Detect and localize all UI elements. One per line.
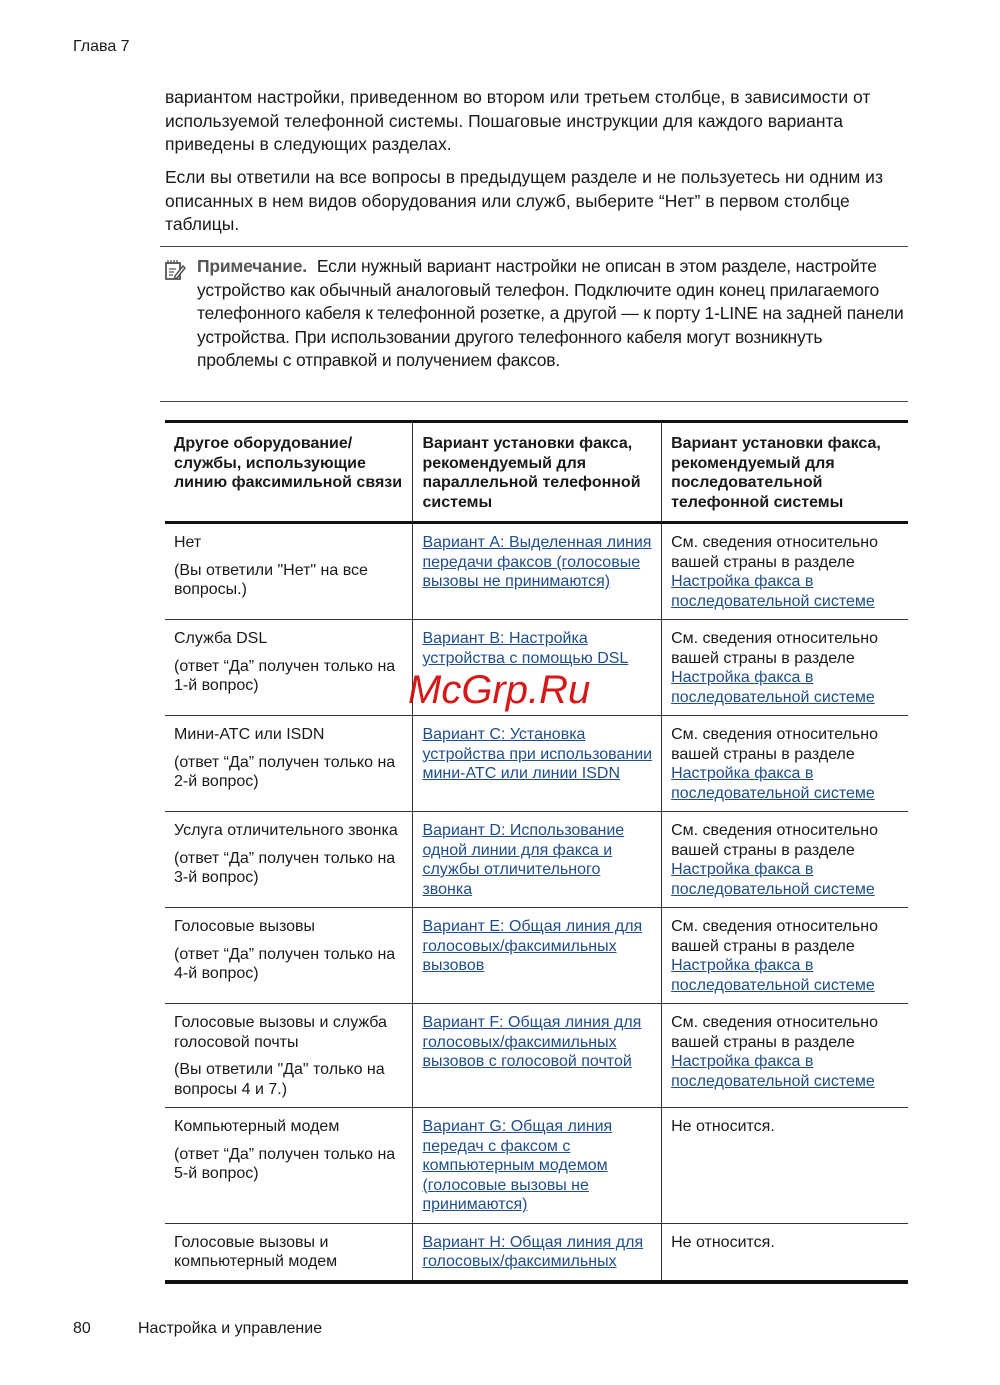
- equipment-name: Нет: [174, 534, 202, 551]
- table-row: [165, 1223, 908, 1282]
- serial-text: Не относится.: [671, 1233, 775, 1251]
- watermark: McGrp.Ru: [408, 668, 591, 712]
- serial-setup-link[interactable]: Настройка факса в последовательной системе: [671, 861, 875, 898]
- parallel-option-link[interactable]: Вариант D: Использование одной линии для факса и службы отличительного звонка: [422, 822, 625, 898]
- note-box: [160, 246, 908, 402]
- equipment-condition: (ответ “Да” получен только на 5-й вопрос): [174, 1145, 396, 1182]
- serial-text: См. сведения относительно вашей страны в разделе: [671, 534, 878, 571]
- table-row: [165, 1004, 908, 1108]
- chapter-header: Глава 7: [73, 38, 130, 55]
- table-row: [165, 523, 908, 620]
- table-row: [165, 812, 908, 908]
- footer-section-title: Настройка и управление: [138, 1320, 323, 1337]
- equipment-name: Компьютерный модем: [174, 1118, 340, 1135]
- table-header-row: [165, 422, 908, 523]
- serial-setup-link[interactable]: Настройка факса в последовательной системе: [671, 669, 875, 706]
- equipment-name: Мини-АТС или ISDN: [174, 726, 325, 743]
- serial-text: См. сведения относительно вашей страны в разделе: [671, 630, 878, 667]
- serial-text: См. сведения относительно вашей страны в разделе: [671, 726, 878, 763]
- table-row: [165, 1108, 908, 1224]
- parallel-option-link[interactable]: Вариант В: Настройка устройства с помощью DSL: [422, 630, 629, 667]
- serial-setup-link[interactable]: Настройка факса в последовательной системе: [671, 1053, 875, 1090]
- table-row: [165, 620, 908, 716]
- equipment-name: Голосовые вызовы и служба голосовой почты: [174, 1014, 387, 1051]
- header-equipment: Другое оборудование/ службы, использующие линию факсимильной связи: [165, 422, 413, 523]
- parallel-option-link[interactable]: Вариант H: Общая линия для голосовых/факсимильных: [422, 1233, 644, 1270]
- serial-setup-link[interactable]: Настройка факса в последовательной системе: [671, 957, 875, 994]
- instruction-paragraph: [165, 166, 915, 237]
- note-text: [197, 255, 908, 373]
- parallel-option-link[interactable]: Вариант C: Установка устройства при использовании мини-АТС или линии ISDN: [422, 726, 653, 782]
- equipment-name: Голосовые вызовы и компьютерный модем: [174, 1233, 338, 1270]
- equipment-condition: (Вы ответили "Нет" на все вопросы.): [174, 561, 368, 598]
- equipment-condition: (ответ “Да” получен только на 2-й вопрос): [174, 753, 396, 790]
- equipment-name: Служба DSL: [174, 630, 268, 647]
- serial-text: См. сведения относительно вашей страны в разделе: [671, 1014, 878, 1051]
- parallel-option-link[interactable]: Вариант E: Общая линия для голосовых/факсимильных вызовов: [422, 918, 643, 974]
- table-row: [165, 716, 908, 812]
- equipment-condition: (ответ “Да” получен только на 3-й вопрос): [174, 849, 396, 886]
- serial-setup-link[interactable]: Настройка факса в последовательной системе: [671, 573, 875, 610]
- parallel-option-link[interactable]: Вариант G: Общая линия передач с факсом с компьютерным модемом (голосовые вызовы не принимаются): [422, 1118, 613, 1213]
- parallel-option-link[interactable]: Вариант А: Выделенная линия передачи факсов (голосовые вызовы не принимаются): [422, 534, 652, 590]
- serial-text: См. сведения относительно вашей страны в разделе: [671, 918, 878, 955]
- paragraph-2: Если вы ответили на все вопросы в предыдущем разделе и не пользуетесь ни одним из описанных в нем видов оборудования или служб, выберите “Нет” в первом столбце таблицы.: [165, 167, 883, 234]
- equipment-name: Голосовые вызовы: [174, 918, 316, 935]
- intro-paragraph: [165, 86, 915, 157]
- serial-text: Не относится.: [671, 1118, 775, 1135]
- equipment-condition: (ответ “Да” получен только на 1-й вопрос): [174, 657, 396, 694]
- note-label: Примечание.: [197, 256, 307, 276]
- equipment-condition: (ответ “Да” получен только на 4-й вопрос): [174, 945, 396, 982]
- serial-setup-link[interactable]: Настройка факса в последовательной системе: [671, 765, 875, 802]
- paragraph-1: вариантом настройки, приведенном во втором или третьем столбце, в зависимости от используемой телефонной системы. Пошаговые инструкции для каждого варианта приведены в следующих разделах.: [165, 87, 871, 154]
- fax-setup-table: [165, 420, 908, 1284]
- equipment-name: Услуга отличительного звонка: [174, 822, 398, 839]
- page-number: 80: [73, 1320, 91, 1337]
- header-serial: Вариант установки факса, рекомендуемый для последовательной телефонной системы: [662, 422, 908, 523]
- equipment-condition: (Вы ответили "Да" только на вопросы 4 и 7.): [174, 1061, 385, 1098]
- note-body: Если нужный вариант настройки не описан в этом разделе, настройте устройство как обычный аналоговый телефон. Подключите один конец прилагаемого телефонного кабеля к телефонной розетке, а другой — к порту 1-LINE на задней панели устройства. При использовании другого телефонного кабеля могут возникнуть проблемы с отправкой и получением факсов.: [197, 256, 904, 370]
- serial-text: См. сведения относительно вашей страны в разделе: [671, 822, 878, 859]
- table-row: [165, 908, 908, 1004]
- parallel-option-link[interactable]: Вариант F: Общая линия для голосовых/факсимильных вызовов с голосовой почтой: [422, 1014, 642, 1070]
- header-parallel: Вариант установки факса, рекомендуемый для параллельной телефонной системы: [413, 422, 662, 523]
- note-pencil-icon: [164, 259, 186, 281]
